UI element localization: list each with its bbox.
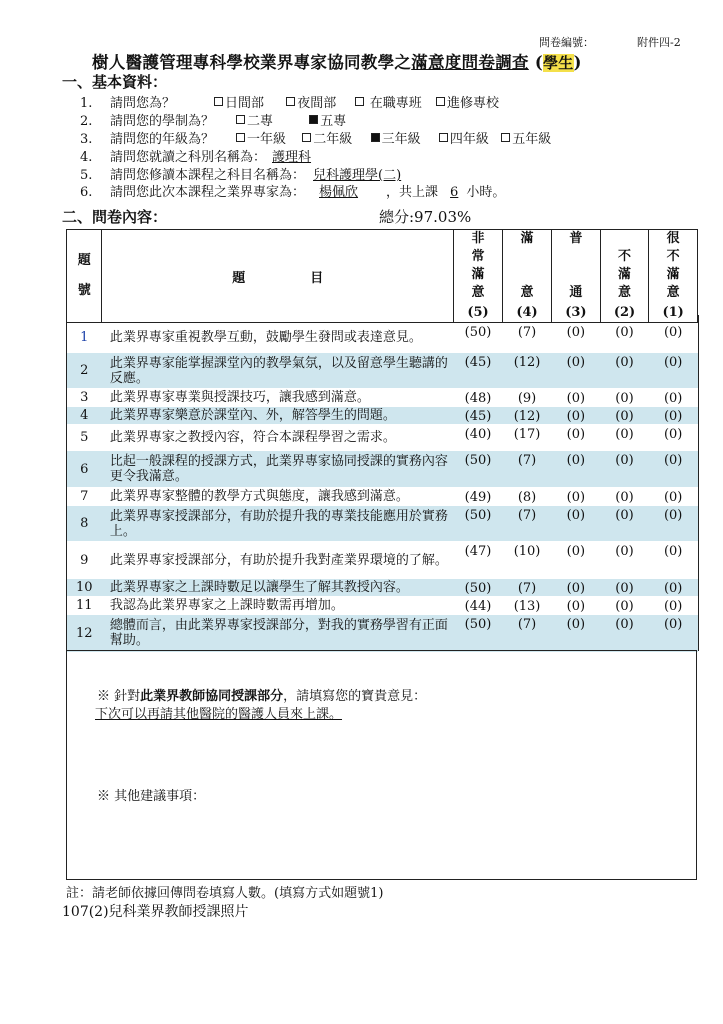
response-count: (50) (453, 615, 502, 652)
question-text: 此業界專家授課部分，有助於提升我對產業界環境的了解。 (102, 542, 454, 579)
photo-caption: 107(2)兒科業界教師授課照片 (62, 904, 249, 920)
checkbox[interactable] (214, 97, 223, 106)
department-value: 護理科 (272, 150, 312, 165)
basic-item-3 (80, 128, 214, 147)
basic-item-1 (80, 92, 175, 111)
response-count: (7) (503, 506, 552, 542)
item-question: 請問您此次本課程之業界專家為： (110, 185, 306, 200)
response-count: (48) (453, 389, 502, 407)
checkbox[interactable] (436, 97, 445, 106)
hours-prefix: ，共上課 (386, 185, 439, 200)
question-text: 此業界專家樂意於課堂內、外，解答學生的問題。 (102, 407, 454, 425)
response-count: (0) (649, 389, 698, 407)
item-question: 請問您的學制為？ (110, 114, 215, 129)
suggestion-question-2: ※ 其他建議事項： (97, 789, 206, 804)
item-number: 4. (80, 150, 93, 165)
question-number: 11 (67, 597, 102, 615)
expert-value: 楊佩欣 (319, 185, 359, 200)
question-number: 12 (67, 615, 102, 652)
option-label: 五年級 (512, 132, 552, 147)
response-count: (10) (503, 542, 552, 579)
response-count: (0) (600, 488, 649, 506)
table-body-frame (66, 315, 699, 651)
response-count: (0) (649, 488, 698, 506)
basic-item-6 (80, 181, 505, 200)
response-count: (13) (503, 597, 552, 615)
title-role-open: ( (528, 53, 543, 72)
response-count: (0) (600, 353, 649, 389)
response-count: (40) (453, 425, 502, 451)
response-count: (7) (503, 615, 552, 652)
checkbox[interactable] (501, 133, 510, 142)
response-count: (0) (552, 542, 601, 579)
response-count: (50) (453, 451, 502, 488)
response-count: (0) (600, 425, 649, 451)
question-text: 總體而言，由此業界專家授課部分，對我的實務學習有正面幫助。 (102, 615, 454, 652)
option-label: 一年級 (247, 132, 287, 147)
question-number: 7 (67, 488, 102, 506)
option-label: 二年級 (313, 132, 353, 147)
response-count: (45) (453, 407, 502, 425)
questionnaire-number-label: 問卷編號： (539, 36, 594, 49)
option-label: 在職專班 (369, 96, 422, 111)
response-count: (7) (503, 579, 552, 597)
question-text: 此業界專家重視教學互動，鼓勵學生發問或表達意見。 (102, 323, 454, 353)
response-count: (0) (552, 579, 601, 597)
question-number: 9 (67, 542, 102, 579)
response-count: (49) (453, 488, 502, 506)
column-header-neutral: 普 通 (3) (552, 230, 601, 323)
attachment-label: 附件四-2 (637, 36, 681, 49)
response-count: (0) (649, 597, 698, 615)
hours-value: 6 (450, 185, 459, 200)
response-count: (0) (600, 323, 649, 353)
hours-suffix: 小時。 (466, 185, 506, 200)
response-count: (0) (552, 615, 601, 652)
question-number: 3 (67, 389, 102, 407)
section-basic-info-heading: 一、基本資料： (62, 73, 168, 91)
column-header-number: 題 號 (67, 230, 102, 323)
item-number: 6. (80, 185, 93, 200)
option-label: 五專 (320, 114, 347, 129)
question-text: 比起一般課程的授課方式，此業界專家協同授課的實務內容更令我滿意。 (102, 451, 454, 488)
column-header-item: 題 目 (102, 230, 454, 323)
response-count: (0) (600, 579, 649, 597)
title-prefix: 樹人醫護管理專科學校業界專家協同教學之 (92, 53, 412, 72)
suggestion-question-1-bold: 此業界教師協同授課部分 (140, 689, 284, 704)
response-count: (0) (600, 407, 649, 425)
basic-item-2 (80, 110, 214, 129)
checkbox-checked[interactable] (309, 115, 318, 124)
option-label: 夜間部 (297, 96, 337, 111)
question-text: 此業界專家能掌握課堂內的教學氣氛，以及留意學生聽講的反應。 (102, 353, 454, 389)
response-count: (0) (552, 488, 601, 506)
column-header-satisfied: 滿 意 (4) (503, 230, 552, 323)
column-header-very-satisfied: 非 常 滿 意 (5) (453, 230, 502, 323)
option-label: 日間部 (225, 96, 265, 111)
response-count: (0) (552, 425, 601, 451)
question-number: 10 (67, 579, 102, 597)
column-header-very-dissatisfied: 很 不 滿 意 (1) (649, 230, 698, 323)
response-count: (0) (600, 506, 649, 542)
response-count: (0) (649, 451, 698, 488)
checkbox[interactable] (439, 133, 448, 142)
option-label: 三年級 (381, 132, 421, 147)
response-count: (0) (649, 353, 698, 389)
division-options (214, 92, 499, 111)
suggestion-answer-1[interactable]: 下次可以再請其他醫院的醫護人員來上課。 (95, 707, 343, 722)
response-count: (44) (453, 597, 502, 615)
title-underlined: 滿意度問卷調查 (411, 53, 529, 72)
response-count: (12) (503, 407, 552, 425)
response-count: (0) (552, 506, 601, 542)
item-number: 3. (80, 132, 93, 147)
checkbox[interactable] (355, 97, 364, 106)
response-count: (0) (649, 506, 698, 542)
response-count: (0) (649, 323, 698, 353)
question-text: 此業界專家專業與授課技巧，讓我感到滿意。 (102, 389, 454, 407)
question-number: 8 (67, 506, 102, 542)
response-count: (0) (649, 579, 698, 597)
response-count: (50) (453, 506, 502, 542)
suggestion-question-1: ※ 針對此業界教師協同授課部分，請填寫您的寶貴意見： (97, 689, 427, 704)
question-text: 此業界專家整體的教學方式與態度，讓我感到滿意。 (102, 488, 454, 506)
item-number: 1. (80, 96, 93, 111)
response-count: (0) (552, 353, 601, 389)
title-role-close: ) (573, 53, 582, 72)
response-count: (0) (552, 407, 601, 425)
response-count: (0) (649, 425, 698, 451)
question-text: 此業界專家之上課時數足以讓學生了解其教授內容。 (102, 579, 454, 597)
response-count: (0) (649, 542, 698, 579)
system-options (236, 110, 346, 129)
response-count: (45) (453, 353, 502, 389)
response-count: (12) (503, 353, 552, 389)
response-count: (0) (600, 389, 649, 407)
checkbox[interactable] (236, 133, 245, 142)
table-header-row (67, 230, 698, 323)
response-count: (17) (503, 425, 552, 451)
checkbox[interactable] (286, 97, 295, 106)
column-header-dissatisfied: 不 滿 意 (2) (600, 230, 649, 323)
item-question: 請問您的年級為？ (110, 132, 215, 147)
item-question: 請問您修讀本課程之科目名稱為： (110, 168, 306, 183)
question-text: 此業界專家授課部分，有助於提升我的專業技能應用於實務上。 (102, 506, 454, 542)
course-value: 兒科護理學(二) (313, 168, 402, 183)
section-questionnaire-heading: 二、問卷內容： (62, 208, 168, 226)
question-text: 此業界專家之教授內容，符合本課程學習之需求。 (102, 425, 454, 451)
response-count: (7) (503, 323, 552, 353)
option-label: 四年級 (449, 132, 489, 147)
option-label: 進修專校 (447, 96, 500, 111)
item-question: 請問您就讀之科別名稱為： (110, 150, 267, 165)
response-count: (0) (552, 597, 601, 615)
item-number: 2. (80, 114, 93, 129)
total-score: 總分:97.03% (379, 208, 472, 226)
page-title (92, 49, 582, 73)
grade-options (236, 128, 551, 147)
item-number: 5. (80, 168, 93, 183)
suggestions-box (66, 650, 697, 880)
question-number: 5 (67, 425, 102, 451)
response-count: (0) (600, 597, 649, 615)
checkbox[interactable] (236, 115, 245, 124)
response-count: (9) (503, 389, 552, 407)
response-count: (0) (649, 615, 698, 652)
response-count: (50) (453, 579, 502, 597)
response-count: (0) (600, 451, 649, 488)
question-text: 我認為此業界專家之上課時數需再增加。 (102, 597, 454, 615)
question-number: 2 (67, 353, 102, 389)
response-count: (0) (649, 407, 698, 425)
checkbox-checked[interactable] (371, 133, 380, 142)
response-count: (0) (600, 542, 649, 579)
response-count: (0) (552, 389, 601, 407)
question-number: 6 (67, 451, 102, 488)
title-role: 學生 (542, 54, 574, 72)
question-number: 1 (67, 323, 102, 353)
footnote: 註：請老師依據回傳問卷填寫人數。(填寫方式如題號1) (66, 886, 384, 901)
response-count: (47) (453, 542, 502, 579)
question-number: 4 (67, 407, 102, 425)
response-count: (50) (453, 323, 502, 353)
response-count: (8) (503, 488, 552, 506)
basic-item-4 (80, 146, 315, 165)
response-count: (0) (552, 451, 601, 488)
response-count: (0) (600, 615, 649, 652)
option-label: 二專 (247, 114, 274, 129)
checkbox[interactable] (302, 133, 311, 142)
response-count: (0) (552, 323, 601, 353)
item-question: 請問您為？ (110, 96, 176, 111)
response-count: (7) (503, 451, 552, 488)
